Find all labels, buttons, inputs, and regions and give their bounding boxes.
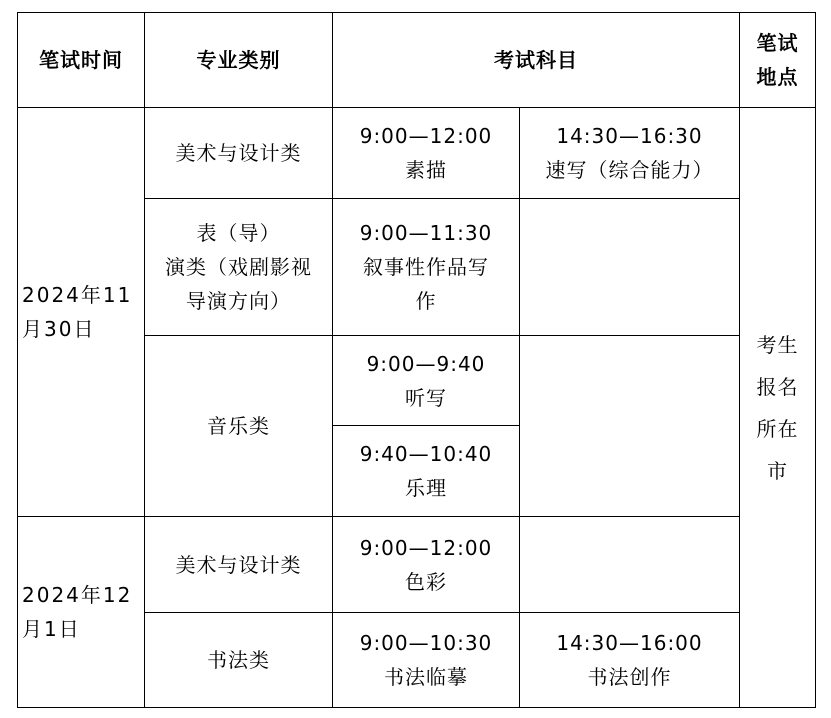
exam-schedule-table [17,12,816,708]
subject-afternoon: 14:30—16:00 书法创作 [520,613,740,708]
category-art-design: 美术与设计类 [145,517,333,613]
subject-morning: 9:00—10:30 书法临摹 [333,613,520,708]
subject-afternoon: 14:30—16:30 速写（综合能力） [520,108,740,199]
subject-afternoon-empty [520,199,740,336]
category-performance-directing: 表（导） 演类（戏剧影视 导演方向） [145,199,333,336]
header-subject: 考试科目 [333,13,740,108]
category-art-design: 美术与设计类 [145,108,333,199]
category-music: 音乐类 [145,336,333,517]
subject-morning: 9:00—11:30 叙事性作品写 作 [333,199,520,336]
date-cell-nov30: 2024年11 月30日 [18,108,145,517]
header-row [18,13,816,108]
table-row [18,517,816,613]
location-cell: 考生 报名 所在 市 [740,108,816,708]
date-cell-dec1: 2024年12 月1日 [18,517,145,708]
subject-morning: 9:00—9:40 听写 [333,336,520,426]
subject-afternoon-empty [520,336,740,517]
subject-morning: 9:00—12:00 色彩 [333,517,520,613]
header-category: 专业类别 [145,13,333,108]
table-row [18,108,816,199]
subject-morning: 9:40—10:40 乐理 [333,426,520,517]
category-calligraphy: 书法类 [145,613,333,708]
header-time: 笔试时间 [18,13,145,108]
header-location: 笔试 地点 [740,13,816,108]
subject-afternoon-empty [520,517,740,613]
subject-morning: 9:00—12:00 素描 [333,108,520,199]
